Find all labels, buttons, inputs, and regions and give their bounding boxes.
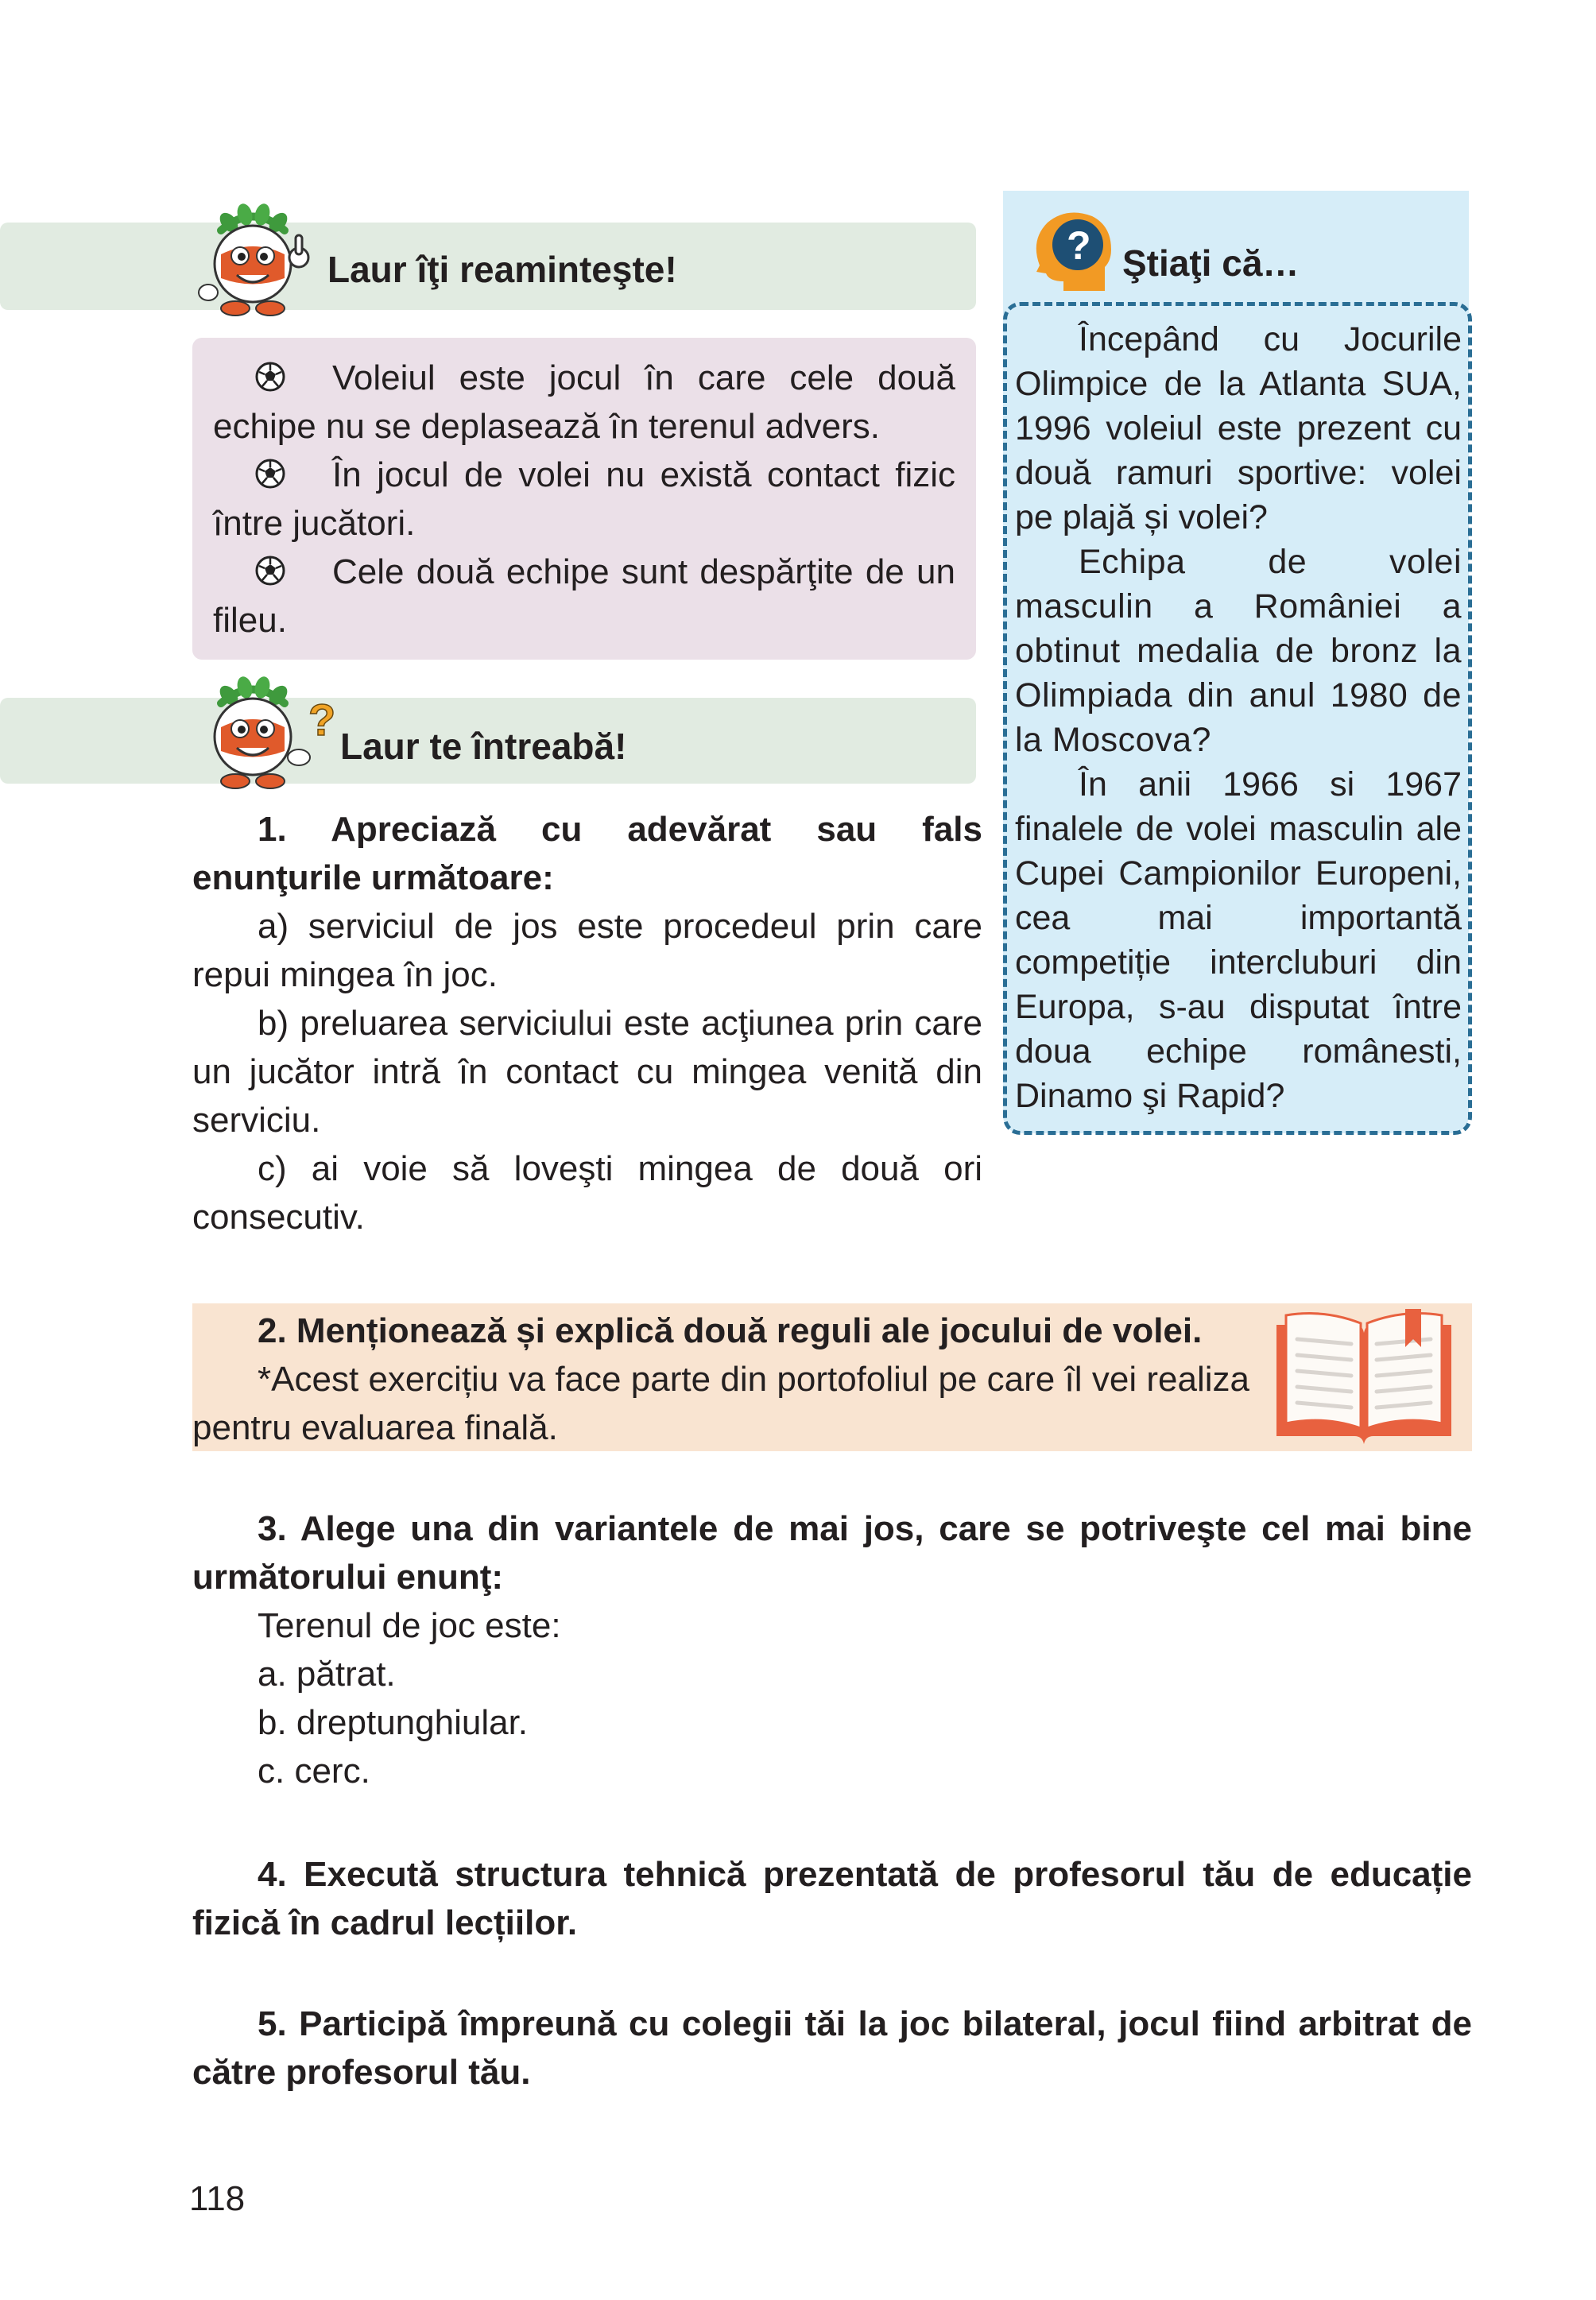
remind-item [213,548,955,645]
remind-item [213,451,955,548]
question-3-option: b. dreptunghiular. [258,1703,529,1742]
question-head-icon [1025,208,1121,297]
question-4-title: 4. Execută structura tehnică prezentată de profesorul tău de educație fizică în cadrul lecțiilor. [192,1855,1472,1942]
question-1-option-c: c) ai voie să loveşti mingea de două ori consecutiv. [192,1149,982,1237]
question-3-title: 3. Alege una din variantele de mai jos, care se potriveşte cel mai bine următorului enunţ: [192,1509,1472,1597]
soccer-ball-icon [254,458,286,490]
question-1-title: 1. Apreciază cu adevărat sau fals enunţurile următoare: [192,810,982,897]
question-1-option-a: a) serviciul de jos este procedeul prin care repui mingea în joc. [192,907,982,994]
did-you-know-title: Ştiaţi că… [1122,242,1300,284]
question-5 [192,2000,1472,2097]
question-3-option: c. cerc. [258,1752,370,1791]
did-you-know-box [1003,302,1472,1135]
remind-title: Laur îţi reaminteşte! [327,249,677,290]
question-3 [192,1504,1472,1795]
soccer-ball-icon [254,555,286,587]
mascot-laur-icon [189,199,316,326]
open-book-icon [1269,1309,1459,1448]
ask-title: Laur te întreabă! [340,726,627,767]
question-4 [192,1850,1472,1947]
question-2-note: *Acest exercițiu va face parte din portofoliul pe care îl vei realiza pentru evaluarea finală. [192,1360,1249,1447]
question-3-option: a. pătrat. [258,1655,396,1694]
remind-item-text: Cele două echipe sunt despărţite de un fileu. [213,552,955,640]
question-3-stem: Terenul de joc este: [258,1606,561,1645]
soccer-ball-icon [254,361,286,393]
question-1-option-b: b) preluarea serviciului este acţiunea prin care un jucător intră în contact cu mingea venită din serviciu. [192,1004,982,1140]
question-1 [192,805,982,1241]
did-you-know-fact-3: În anii 1966 si 1967 finalele de volei masculin ale Cupei Campionilor Europeni, cea mai importantă competiție intercluburi din Europa, s-au disputat între doua echipe românesti, Dinamo şi Rapid? [1015,765,1462,1115]
question-5-title: 5. Participă împreună cu colegii tăi la joc bilateral, jocul fiind arbitrat de către profesorul tău. [192,2004,1472,2092]
remind-item-text: În jocul de volei nu există contact fizic între jucători. [213,455,955,543]
did-you-know-fact-2: Echipa de volei masculin a României a obtinut medalia de bronz la Olimpiada din anul 1980 de la Moscova? [1015,543,1462,759]
remind-item-text: Voleiul este jocul în care cele două echipe nu se deplasează în terenul advers. [213,358,955,446]
svg-text:?: ? [308,695,336,745]
question-2-title: 2. Menționează și explică două reguli ale jocului de volei. [258,1311,1203,1350]
remind-item [213,354,955,451]
mascot-laur-question-icon [189,672,340,799]
remind-box [192,338,976,660]
question-2 [192,1307,1249,1452]
did-you-know-fact-1: Începând cu Jocurile Olimpice de la Atlanta SUA, 1996 voleiul este prezent cu două ramuri sportive: volei pe plajă și volei? [1015,320,1462,536]
page-number: 118 [189,2179,246,2218]
svg-text:?: ? [1067,223,1091,268]
